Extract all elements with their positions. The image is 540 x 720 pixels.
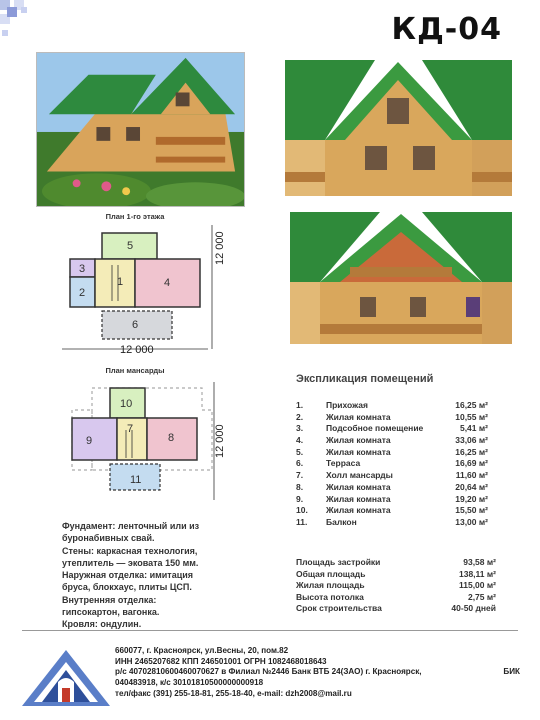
room-area: 10,55 м² (455, 411, 488, 422)
room-row (296, 458, 496, 470)
attic-plan-title: План мансарды (105, 366, 165, 375)
room-name: Терраса (326, 458, 361, 469)
room-area: 33,06 м² (455, 435, 488, 446)
room-n: 8. (296, 481, 304, 492)
floor1-dim-height (210, 231, 228, 265)
room-n: 5. (296, 446, 304, 457)
room-n: 11. (296, 516, 308, 527)
room-n: 7. (296, 470, 304, 481)
summary-value: 2,75 м² (467, 591, 496, 602)
room-row (296, 423, 496, 435)
room-row (296, 435, 496, 447)
room-n: 3. (296, 423, 304, 434)
attic-dim-height (210, 424, 228, 458)
attic-room-label-8: 8 (168, 432, 175, 444)
floor1-plan (62, 225, 232, 357)
room-name: Жилая комната (326, 411, 391, 422)
summary-table (296, 557, 496, 615)
room-row (296, 482, 496, 494)
summary-label: Высота потолка (296, 591, 364, 602)
description-line: бруса, блокхаус, плиты ЦСП. (62, 582, 192, 593)
room-name: Жилая комната (326, 505, 391, 516)
floor1-room-label-5: 5 (127, 240, 134, 252)
summary-row (296, 557, 496, 569)
attic-room-label-10: 10 (120, 398, 133, 410)
summary-label: Общая площадь (296, 568, 366, 579)
floor1-dim-width (120, 340, 154, 358)
room-name: Жилая комната (326, 493, 391, 504)
construction-description (62, 520, 262, 631)
company-bank-account: р/с 40702810600460070627 в Филиал №2446 Банк ВТБ 24(ЗАО) г. Красноярск, (115, 667, 422, 677)
floor1-plan-title: План 1-го этажа (105, 212, 165, 221)
attic-plan (62, 380, 232, 510)
explication-table (296, 373, 496, 529)
room-row (296, 517, 496, 529)
room-n: 2. (296, 411, 304, 422)
floor1-width-label: 12 000 (120, 344, 154, 356)
floor1-room-label-1: 1 (117, 276, 124, 288)
room-area: 15,50 м² (455, 505, 488, 516)
room-name: Жилая комната (326, 435, 391, 446)
description-line: утеплитель — эковата 150 мм. (62, 557, 199, 568)
summary-label: Жилая площадь (296, 580, 365, 590)
summary-label: Срок строительства (296, 603, 382, 613)
room-area: 11,60 м² (455, 470, 488, 481)
room-row (296, 447, 496, 459)
summary-value: 93,58 м² (463, 557, 496, 567)
description-line: Внутренняя отделка: (62, 594, 157, 605)
facade-side-drawing (290, 212, 512, 350)
room-area: 19,20 м² (455, 493, 488, 504)
room-n: 1. (296, 400, 304, 410)
house-photo (36, 52, 245, 207)
room-area: 5,41 м² (459, 423, 488, 434)
company-registration: ИНН 2465207682 КПП 246501001 ОГРН 1082468018643 (115, 656, 327, 666)
room-n: 4. (296, 435, 304, 446)
room-row (296, 400, 496, 412)
attic-room-label-9: 9 (86, 435, 93, 447)
room-name: Балкон (326, 516, 357, 527)
attic-room-label-7: 7 (127, 423, 134, 435)
summary-row (296, 603, 496, 615)
facade-front-drawing (285, 60, 512, 200)
summary-label: Площадь застройки (296, 557, 381, 567)
attic-height-label: 12 000 (214, 424, 226, 458)
footer-divider (22, 630, 518, 631)
room-area: 20,64 м² (455, 481, 488, 492)
room-area: 16,25 м² (455, 446, 488, 457)
room-name: Жилая комната (326, 446, 391, 457)
floor1-room-label-2: 2 (79, 287, 86, 299)
room-name: Жилая комната (326, 481, 391, 492)
summary-value: 138,11 м² (458, 568, 496, 579)
room-row (296, 494, 496, 506)
room-n: 10. (296, 505, 308, 516)
description-line: гипсокартон, вагонка. (62, 607, 160, 618)
company-contacts: тел/факс (391) 255-18-81, 255-18-40, e-mail: dzh2008@mail.ru (115, 688, 352, 698)
floor1-room-label-4: 4 (164, 277, 171, 289)
summary-row (296, 569, 496, 581)
summary-row (296, 592, 496, 604)
room-row (296, 470, 496, 482)
floor1-room-label-3: 3 (79, 263, 86, 275)
corner-decoration (0, 0, 40, 50)
room-name: Холл мансарды (326, 470, 393, 481)
explication-title: Экспликация помещений (296, 373, 434, 385)
project-title: КД-04 (391, 12, 502, 47)
company-address: 660077, г. Красноярск, ул.Весны, 20, пом.82 (115, 646, 289, 655)
room-row (296, 505, 496, 517)
company-logo (20, 648, 112, 708)
room-row (296, 412, 496, 424)
room-area: 13,00 м² (455, 516, 488, 527)
floor1-height-label: 12 000 (214, 231, 226, 265)
floor1-room-label-6: 6 (132, 319, 139, 331)
description-line: Наружная отделка: имитация (62, 570, 194, 581)
room-name: Прихожая (326, 400, 368, 410)
description-line: Фундамент: ленточный или из (62, 521, 200, 531)
description-line: Кровля: ондулин. (62, 619, 142, 630)
room-area: 16,69 м² (455, 458, 488, 469)
company-bik-label: БИК (503, 667, 520, 677)
company-details (115, 646, 520, 700)
room-area: 16,25 м² (455, 400, 488, 410)
room-n: 9. (296, 493, 304, 504)
room-list (296, 400, 496, 529)
company-bank-row (115, 667, 520, 678)
summary-value: 115,00 м² (458, 580, 496, 590)
room-name: Подсобное помещение (326, 423, 424, 434)
summary-row (296, 580, 496, 592)
description-line: Стены: каркасная технология, (62, 545, 198, 556)
description-line: буронабивных свай. (62, 533, 155, 544)
room-n: 6. (296, 458, 304, 469)
summary-value: 40-50 дней (451, 603, 496, 613)
company-corr-account: 040483918, к/с 30101810500000000918 (115, 678, 264, 688)
attic-room-label-11: 11 (130, 474, 142, 486)
